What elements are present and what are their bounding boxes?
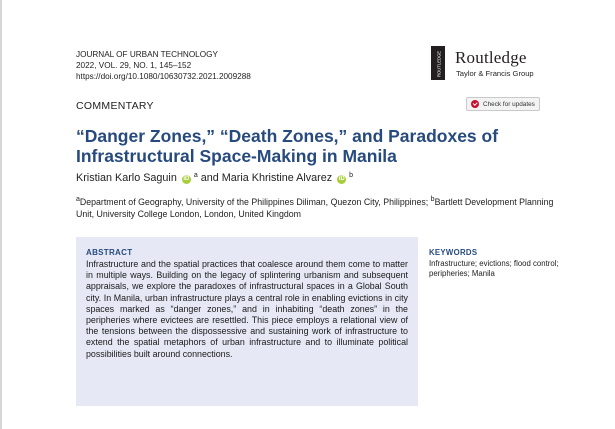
orcid-icon[interactable]: iD (338, 176, 345, 182)
page-edge (0, 0, 2, 429)
affil-sup-a: a (76, 196, 80, 203)
keywords-heading: KEYWORDS (429, 248, 478, 257)
author-joiner: and (200, 172, 219, 184)
journal-info (76, 49, 251, 82)
author-line (76, 172, 353, 184)
orcid-icon[interactable]: iD (183, 176, 190, 182)
article-title: “Danger Zones,” “Death Zones,” and Paradoxes of Infrastructural Space-Making in Manila (76, 126, 499, 166)
author-name: Maria Khristine Alvarez (221, 172, 333, 184)
check-updates-icon (471, 100, 479, 108)
check-updates-button[interactable] (466, 97, 540, 111)
affiliations (76, 194, 566, 220)
author-affil-sup: a (193, 172, 198, 179)
section-label: COMMENTARY (76, 100, 154, 112)
author-affil-sup: b (349, 172, 354, 179)
abstract-box (76, 237, 418, 406)
journal-volume: 2022, VOL. 29, NO. 1, 145–152 (76, 61, 192, 70)
publisher-mark-text: ROUTLEDGE (436, 50, 442, 77)
keywords-text: Infrastructure; evictions; flood control; peripheries; Manila (429, 259, 559, 278)
affil-b: Bartlett Development Planning Unit, University College London, London, United Kingdom (76, 197, 554, 219)
affil-sup-b: b (430, 196, 435, 203)
journal-name: JOURNAL OF URBAN TECHNOLOGY (76, 50, 218, 59)
journal-doi[interactable]: https://doi.org/10.1080/10630732.2021.2009288 (76, 72, 251, 81)
keywords-box (429, 248, 559, 279)
abstract-text: Infrastructure and the spatial practices that coalesce around them come to matter in multiple ways. Building on the legacy of splintering urbanism and subsequent appraisals, we explore the paradoxes of infrastructural spaces in a Global South city. In Manila, urban infrastructure plays a central role in enabling evictions in city spaces marked as “danger zones,” and in inhabiting “death zones” in the peripheries where evictees are resettled. This piece employs a relational view of the tensions between the dispossessive and sustaining work of infrastructure to extend the spatial metaphors of urban infrastructure and to illuminate political possibilities built around connections. (86, 259, 408, 359)
check-updates-label: Check for updates (483, 100, 535, 108)
author-name: Kristian Karlo Saguin (76, 172, 177, 184)
routledge-mark-icon (431, 46, 445, 80)
publisher-name: Routledge (455, 48, 527, 67)
abstract-heading: ABSTRACT (86, 248, 133, 257)
publisher-subtitle: Taylor & Francis Group (456, 69, 534, 78)
affil-a: Department of Geography, University of the Philippines Diliman, Quezon City, Philippines; (79, 197, 431, 207)
publisher-logo (431, 46, 561, 82)
